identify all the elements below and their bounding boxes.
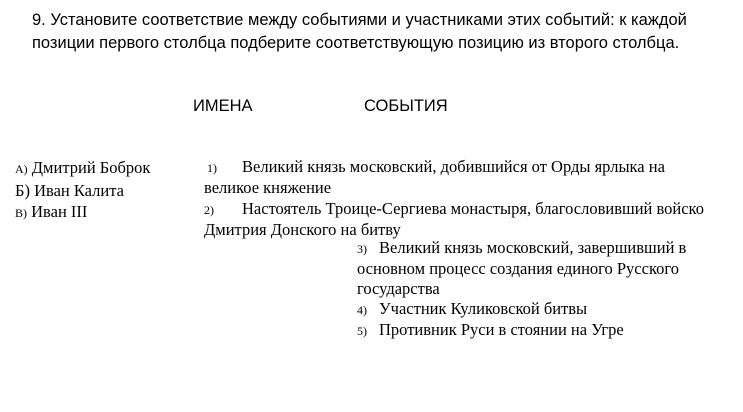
name-item-a [15,157,150,180]
name-text: Иван Калита [34,181,124,200]
names-list [15,157,150,224]
event-number: 4) [357,303,367,317]
names-column-header: ИМЕНА [193,97,253,115]
event-text: Противник Руси в стоянии на Угре [379,320,624,339]
question-text: 9. Установите соответствие между событиями и участниками этих событий: к каждой позиции первого столбца подберите соответствующую позицию из второго столбца. [32,11,687,52]
event-number: 2) [204,203,214,217]
event-item-5 [357,320,717,341]
name-item-b [15,180,150,201]
event-item-3 [357,238,717,299]
event-number: 3) [357,242,367,256]
event-text: Великий князь московский, добившийся от Орды ярлыка на великое княжение [204,157,665,197]
name-text: Дмитрий Боброк [31,158,151,177]
event-text: Настоятель Троице-Сергиева монастыря, благословивший войско Дмитрия Донского на битву [204,199,704,239]
name-text: Иван III [31,202,88,221]
event-number: 1) [207,161,217,175]
name-mark: Б) [15,181,30,200]
event-text: Участник Куликовской битвы [379,299,588,318]
event-item-4 [357,299,717,320]
event-item-1 [204,157,709,198]
name-mark: А) [15,162,28,176]
name-mark: В) [15,206,27,220]
event-item-2 [204,199,709,240]
event-text: Великий князь московский, завершивший в основном процесс создания единого Русского государства [357,238,687,298]
name-item-v [15,201,150,224]
event-number: 5) [357,324,367,338]
events-column-header: СОБЫТИЯ [364,97,448,115]
